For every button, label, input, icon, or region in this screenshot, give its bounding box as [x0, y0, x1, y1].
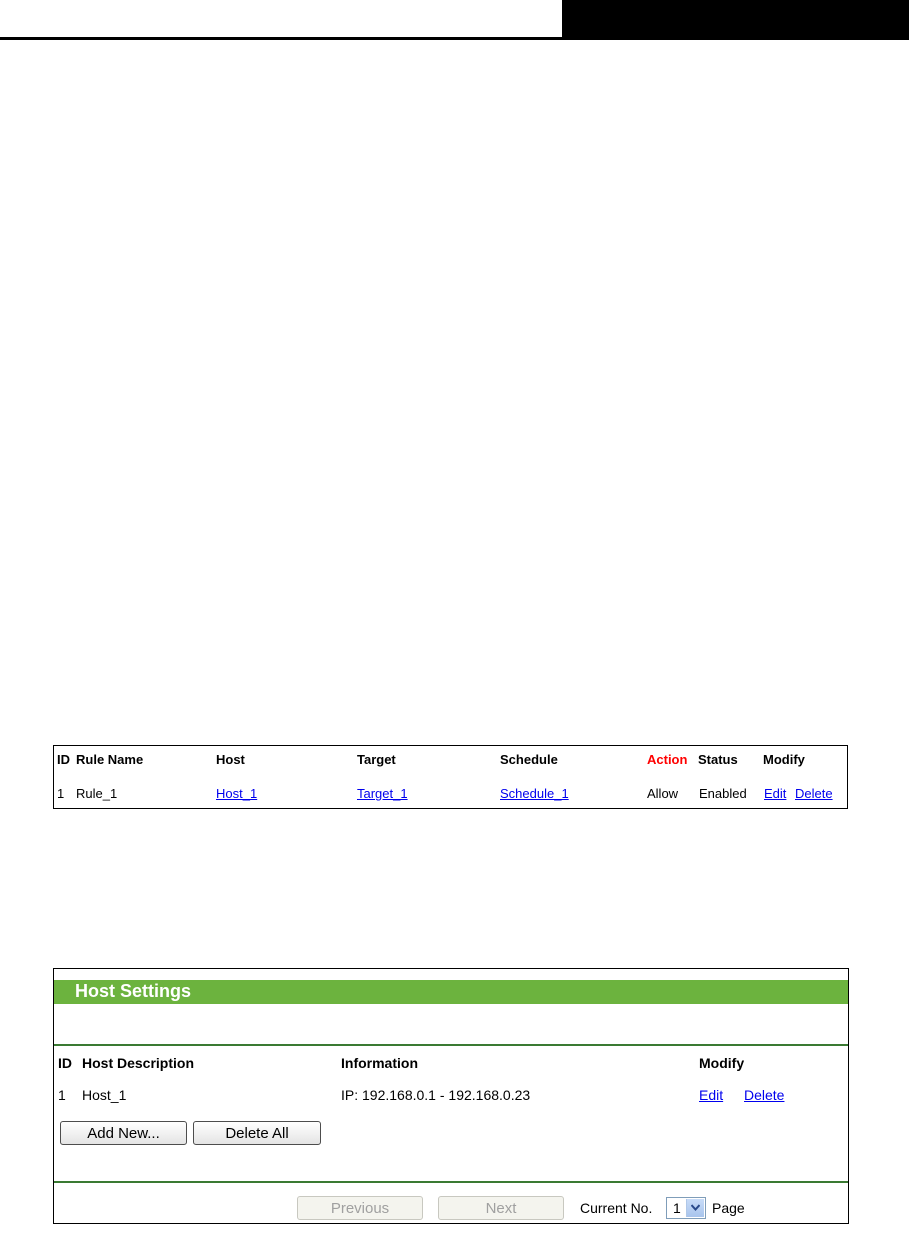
next-button[interactable]: Next — [438, 1196, 564, 1220]
host-settings-title-bar — [54, 980, 848, 1004]
col-header-action: Action — [647, 752, 688, 767]
current-no-label: Current No. — [580, 1200, 653, 1216]
col-header-target: Target — [357, 752, 396, 767]
rule-schedule-link[interactable]: Schedule_1 — [500, 786, 569, 801]
rule-target-link[interactable]: Target_1 — [357, 786, 408, 801]
rule-host-link[interactable]: Host_1 — [216, 786, 258, 801]
col-header-status: Status — [698, 752, 738, 767]
chevron-down-icon[interactable] — [686, 1199, 704, 1217]
rule-edit-link[interactable]: Edit — [764, 786, 787, 801]
rule-table — [53, 745, 848, 809]
add-new-button[interactable]: Add New... — [60, 1121, 187, 1145]
rule-row-id: 1 — [57, 786, 65, 801]
col-header-id: ID — [58, 1055, 72, 1071]
col-header-modify: Modify — [763, 752, 805, 767]
col-header-host-description: Host Description — [82, 1055, 195, 1071]
previous-button[interactable]: Previous — [297, 1196, 423, 1220]
bottom-separator — [54, 1181, 848, 1183]
col-header-rule-name: Rule Name — [76, 752, 144, 767]
col-header-information: Information — [341, 1055, 418, 1071]
delete-all-button[interactable]: Delete All — [193, 1121, 321, 1145]
col-header-schedule: Schedule — [500, 752, 558, 767]
page-select-value: 1 — [673, 1200, 681, 1216]
host-edit-link[interactable]: Edit — [699, 1087, 724, 1103]
col-header-host: Host — [216, 752, 245, 767]
host-settings-title: Host Settings — [75, 981, 192, 1001]
col-header-id: ID — [57, 752, 70, 767]
rule-row-status: Enabled — [699, 786, 747, 801]
header-rule — [0, 37, 909, 40]
host-settings-panel — [53, 968, 849, 1224]
header-black-block — [562, 0, 909, 37]
host-row-description: Host_1 — [82, 1087, 127, 1103]
page-select[interactable] — [666, 1197, 706, 1219]
host-row-information: IP: 192.168.0.1 - 192.168.0.23 — [341, 1087, 531, 1103]
col-header-modify: Modify — [699, 1055, 745, 1071]
rule-row-name: Rule_1 — [76, 786, 118, 801]
host-row-id: 1 — [58, 1087, 66, 1103]
top-separator — [54, 1044, 848, 1046]
host-delete-link[interactable]: Delete — [744, 1087, 785, 1103]
rule-row-action: Allow — [647, 786, 679, 801]
page-label: Page — [712, 1200, 745, 1216]
rule-delete-link[interactable]: Delete — [795, 786, 833, 801]
